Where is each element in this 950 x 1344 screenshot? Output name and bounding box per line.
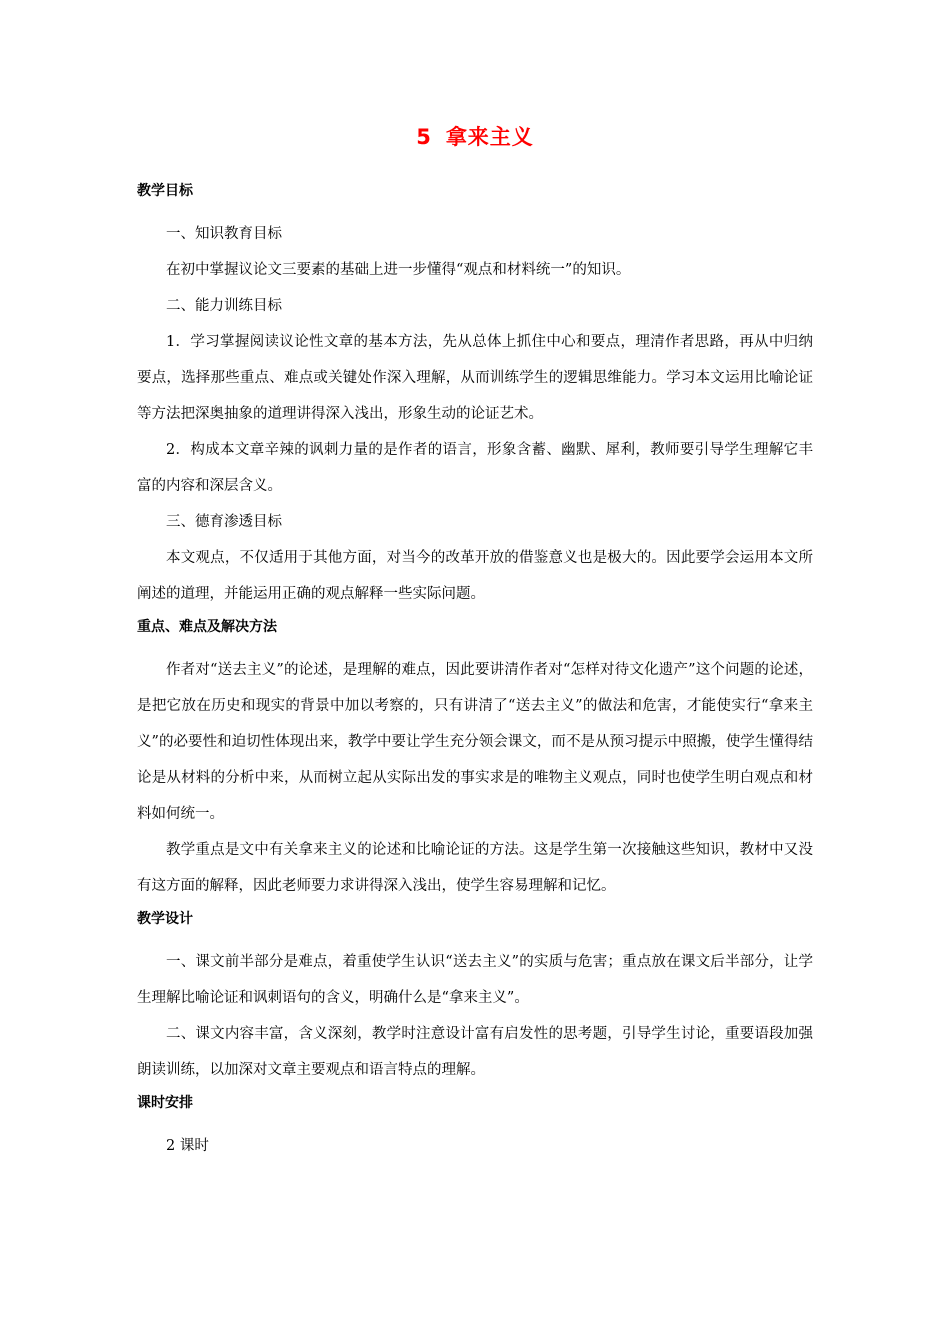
goals-paragraph-5: 2．构成本文章辛辣的讽刺力量的是作者的语言，形象含蓄、幽默、犀利，教师要引导学生理解它丰富的内容和深层含义。: [137, 442, 813, 494]
goals-paragraph-7: 本文观点，不仅适用于其他方面，对当今的改革开放的借鉴意义也是极大的。因此要学会运用本文所阐述的道理，并能运用正确的观点解释一些实际问题。: [137, 550, 813, 602]
document-page: [137, 118, 813, 1164]
key-points-paragraph-1: 作者对“送去主义”的论述，是理解的难点，因此要讲清作者对“怎样对待文化遗产”这个问题的论述，是把它放在历史和现实的背景中加以考察的，只有讲清了“送去主义”的做法和危害，才能使实行“拿来主义”的必要性和迫切性体现出来，教学中要让学生充分领会课文，而不是从预习提示中照搬，使学生懂得结论是从材料的分析中来，从而树立起从实际出发的事实求是的唯物主义观点，同时也使学生明白观点和材料如何统一。: [137, 662, 813, 822]
section-heading-key-points: 重点、难点及解决方法: [137, 619, 277, 635]
section-heading-schedule: 课时安排: [137, 1095, 193, 1111]
design-paragraph-2: 二、课文内容丰富，含义深刻，教学时注意设计富有启发性的思考题，引导学生讨论，重要语段加强朗读训练，以加深对文章主要观点和语言特点的理解。: [137, 1026, 813, 1078]
schedule-paragraph-1: 2 课时: [166, 1138, 209, 1154]
goals-paragraph-1: 一、知识教育目标: [166, 226, 282, 242]
title-text: 拿来主义: [445, 125, 534, 149]
goals-paragraph-6: 三、德育渗透目标: [166, 514, 282, 530]
goals-paragraph-4: 1．学习掌握阅读议论性文章的基本方法，先从总体上抓住中心和要点，理清作者思路，再从中归纳要点，选择那些重点、难点或关键处作深入理解，从而训练学生的逻辑思维能力。学习本文运用比喻论证等方法把深奥抽象的道理讲得深入浅出，形象生动的论证艺术。: [137, 334, 813, 422]
design-paragraph-1: 一、课文前半部分是难点，着重使学生认识“送去主义”的实质与危害；重点放在课文后半部分，让学生理解比喻论证和讽刺语句的含义，明确什么是“拿来主义”。: [137, 954, 813, 1006]
section-heading-design: 教学设计: [137, 911, 193, 927]
goals-paragraph-3: 二、能力训练目标: [166, 298, 282, 314]
title-number: 5: [416, 125, 432, 149]
key-points-paragraph-2: 教学重点是文中有关拿来主义的论述和比喻论证的方法。这是学生第一次接触这些知识，教材中又没有这方面的解释，因此老师要力求讲得深入浅出，使学生容易理解和记忆。: [137, 842, 813, 894]
document-title: [137, 118, 813, 156]
goals-paragraph-2: 在初中掌握议论文三要素的基础上进一步懂得“观点和材料统一”的知识。: [166, 262, 631, 278]
section-heading-goals: 教学目标: [137, 183, 193, 199]
